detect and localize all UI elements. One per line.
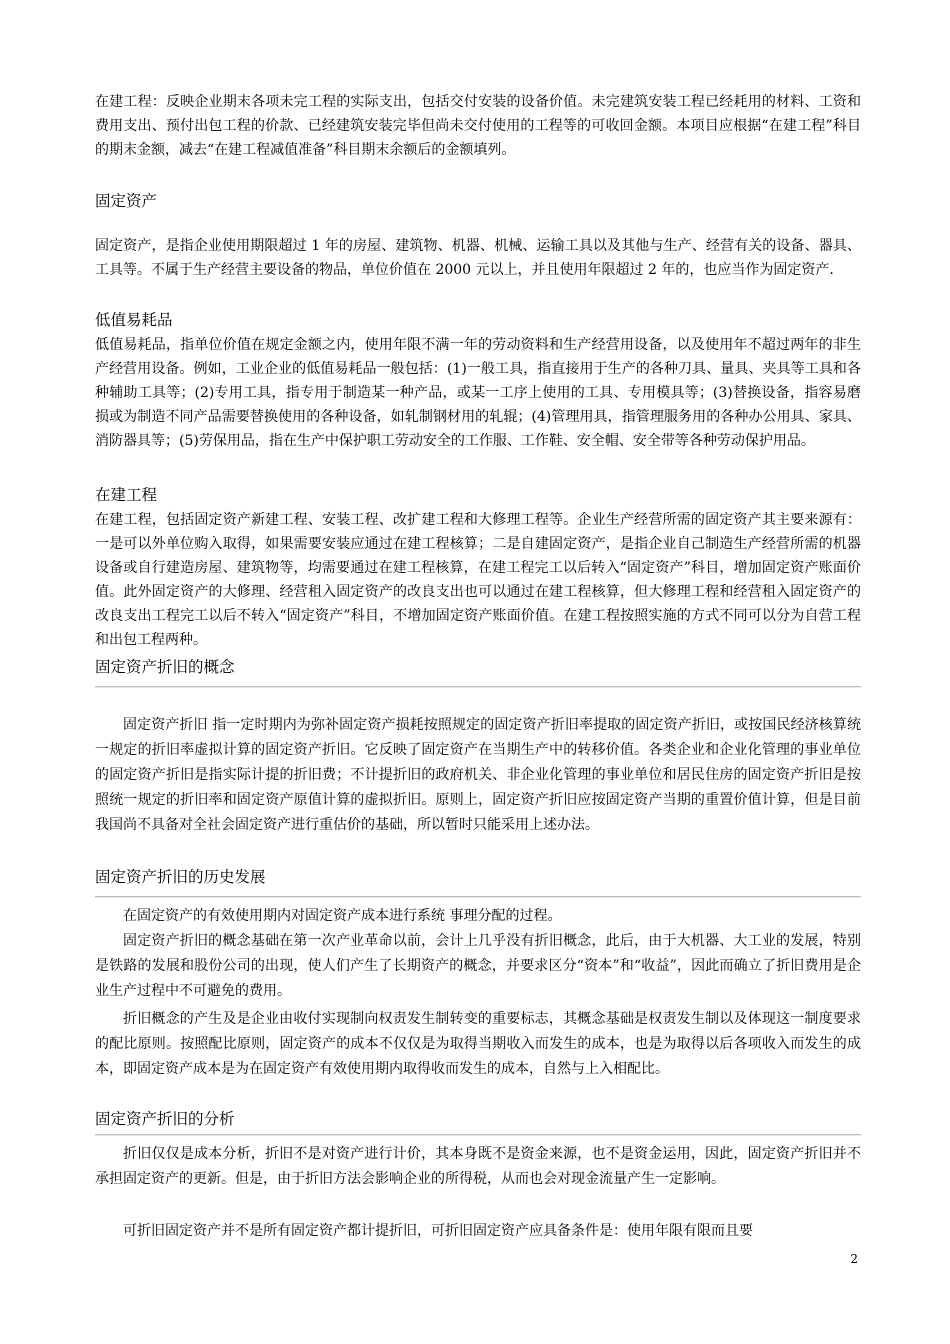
depreciation-analysis-heading: 固定资产折旧的分析 bbox=[95, 1110, 235, 1128]
depreciation-analysis-paragraph-2: 可折旧固定资产并不是所有固定资产都计提折旧，可折旧固定资产应具备条件是：使用年限有限而且要 bbox=[123, 1223, 753, 1239]
page-number: 2 bbox=[850, 1252, 858, 1266]
depreciation-concept-paragraph: 固定资产折旧 指一定时期内为弥补固定资产损耗按照规定的固定资产折旧率提取的固定资产折旧，或按国民经济核算统一规定的折旧率虚拟计算的固定资产折旧。它反映了固定资产在当期生产中的转移价值。各类企业和企业化管理的事业单位的固定资产折旧是指实际计提的折旧费；不计提折旧的政府机关、非企业化管理的事业单位和居民住房的固定资产折旧是按照统一规定的折旧率和固定资产原值计算的虚拟折旧。原则上，固定资产折旧应按固定资产当期的重置价值计算，但是目前我国尚不具备对全社会固定资产进行重估价的基础，所以暂时只能采用上述办法。 bbox=[95, 717, 861, 833]
construction-heading: 在建工程 bbox=[95, 486, 158, 504]
depreciation-analysis-paragraph-1: 折旧仅仅是成本分析，折旧不是对资产进行计价，其本身既不是资金来源，也不是资金运用，因此，固定资产折旧并不承担固定资产的更新。但是，由于折旧方法会影响企业的所得税，从而也会对现金流量产生一定影响。 bbox=[95, 1146, 861, 1187]
depreciation-history-paragraph-1: 在固定资产的有效使用期内对固定资产成本进行系统 事理分配的过程。 bbox=[123, 908, 562, 924]
low-value-consumables-paragraph: 低值易耗品，指单位价值在规定金额之内，使用年限不满一年的劳动资料和生产经营用设备，以及使用年不超过两年的非生产经营用设备。例如，工业企业的低值易耗品一般包括：(1)一般工具，指直接用于生产的各种刀具、量具、夹具等工具和各种辅助工具等；(2)专用工具，指专用于制造某一种产品，或某一工序上使用的工具、专用模具等；(3)替换设备，指容易磨损或为制造不同产品需要替换使用的各种设备，如轧制钢材用的轧辊；(4)管理用具，指管理服务用的各种办公用具、家具、消防器具等；(5)劳保用品，指在生产中保护职工劳动安全的工作服、工作鞋、安全帽、安全带等各种劳动保护用品。 bbox=[95, 337, 861, 449]
section-divider bbox=[95, 1134, 861, 1136]
construction-in-progress-intro: 在建工程：反映企业期末各项未完工程的实际支出，包括交付安装的设备价值。未完建筑安装工程已经耗用的材料、工资和费用支出、预付出包工程的价款、已经建筑安装完毕但尚未交付使用的工程等的可收回金额。本项目应根据“在建工程”科目的期末金额，减去“在建工程减值准备”科目期末余额后的金额填列。 bbox=[95, 94, 861, 158]
section-divider bbox=[95, 686, 861, 688]
depreciation-history-paragraph-2: 固定资产折旧的概念基础在第一次产业革命以前，会计上几乎没有折旧概念，此后，由于大机器、大工业的发展，特别是铁路的发展和股份公司的出现，使人们产生了长期资产的概念，并要求区分“资本”和“收益”，因此而确立了折旧费用是企业生产过程中不可避免的费用。 bbox=[95, 933, 861, 999]
depreciation-concept-heading: 固定资产折旧的概念 bbox=[95, 658, 235, 676]
construction-paragraph: 在建工程，包括固定资产新建工程、安装工程、改扩建工程和大修理工程等。企业生产经营所需的固定资产其主要来源有：一是可以外单位购入取得，如果需要安装应通过在建工程核算；二是自建固定资产，是指企业自己制造生产经营所需的机器设备或自行建造房屋、建筑物等，均需要通过在建工程核算，在建工程完工以后转入“固定资产”科目，增加固定资产账面价值。此外固定资产的大修理、经营租入固定资产的改良支出也可以通过在建工程核算，但大修理工程和经营租入固定资产的改良支出工程完工以后不转入“固定资产”科目，不增加固定资产账面价值。在建工程按照实施的方式不同可以分为自营工程和出包工程两种。 bbox=[95, 512, 861, 648]
low-value-consumables-heading: 低值易耗品 bbox=[95, 311, 173, 329]
fixed-assets-heading: 固定资产 bbox=[95, 192, 158, 210]
depreciation-history-paragraph-3: 折旧概念的产生及是企业由收付实现制向权责发生制转变的重要标志，其概念基础是权责发生制以及体现这一制度要求的配比原则。按照配比原则，固定资产的成本不仅仅是为取得当期收入而发生的成本，也是为取得以后各项收入而发生的成本，即固定资产成本是为在固定资产有效使用期内取得收而发生的成本，自然与上入相配比。 bbox=[95, 1011, 861, 1077]
fixed-assets-paragraph: 固定资产，是指企业使用期限超过 1 年的房屋、建筑物、机器、机械、运输工具以及其他与生产、经营有关的设备、器具、工具等。不属于生产经营主要设备的物品，单位价值在 2000 元以上，并且使用年限超过 2 年的，也应当作为固定资产. bbox=[95, 238, 861, 278]
section-divider bbox=[95, 896, 861, 898]
depreciation-history-heading: 固定资产折旧的历史发展 bbox=[95, 868, 266, 886]
